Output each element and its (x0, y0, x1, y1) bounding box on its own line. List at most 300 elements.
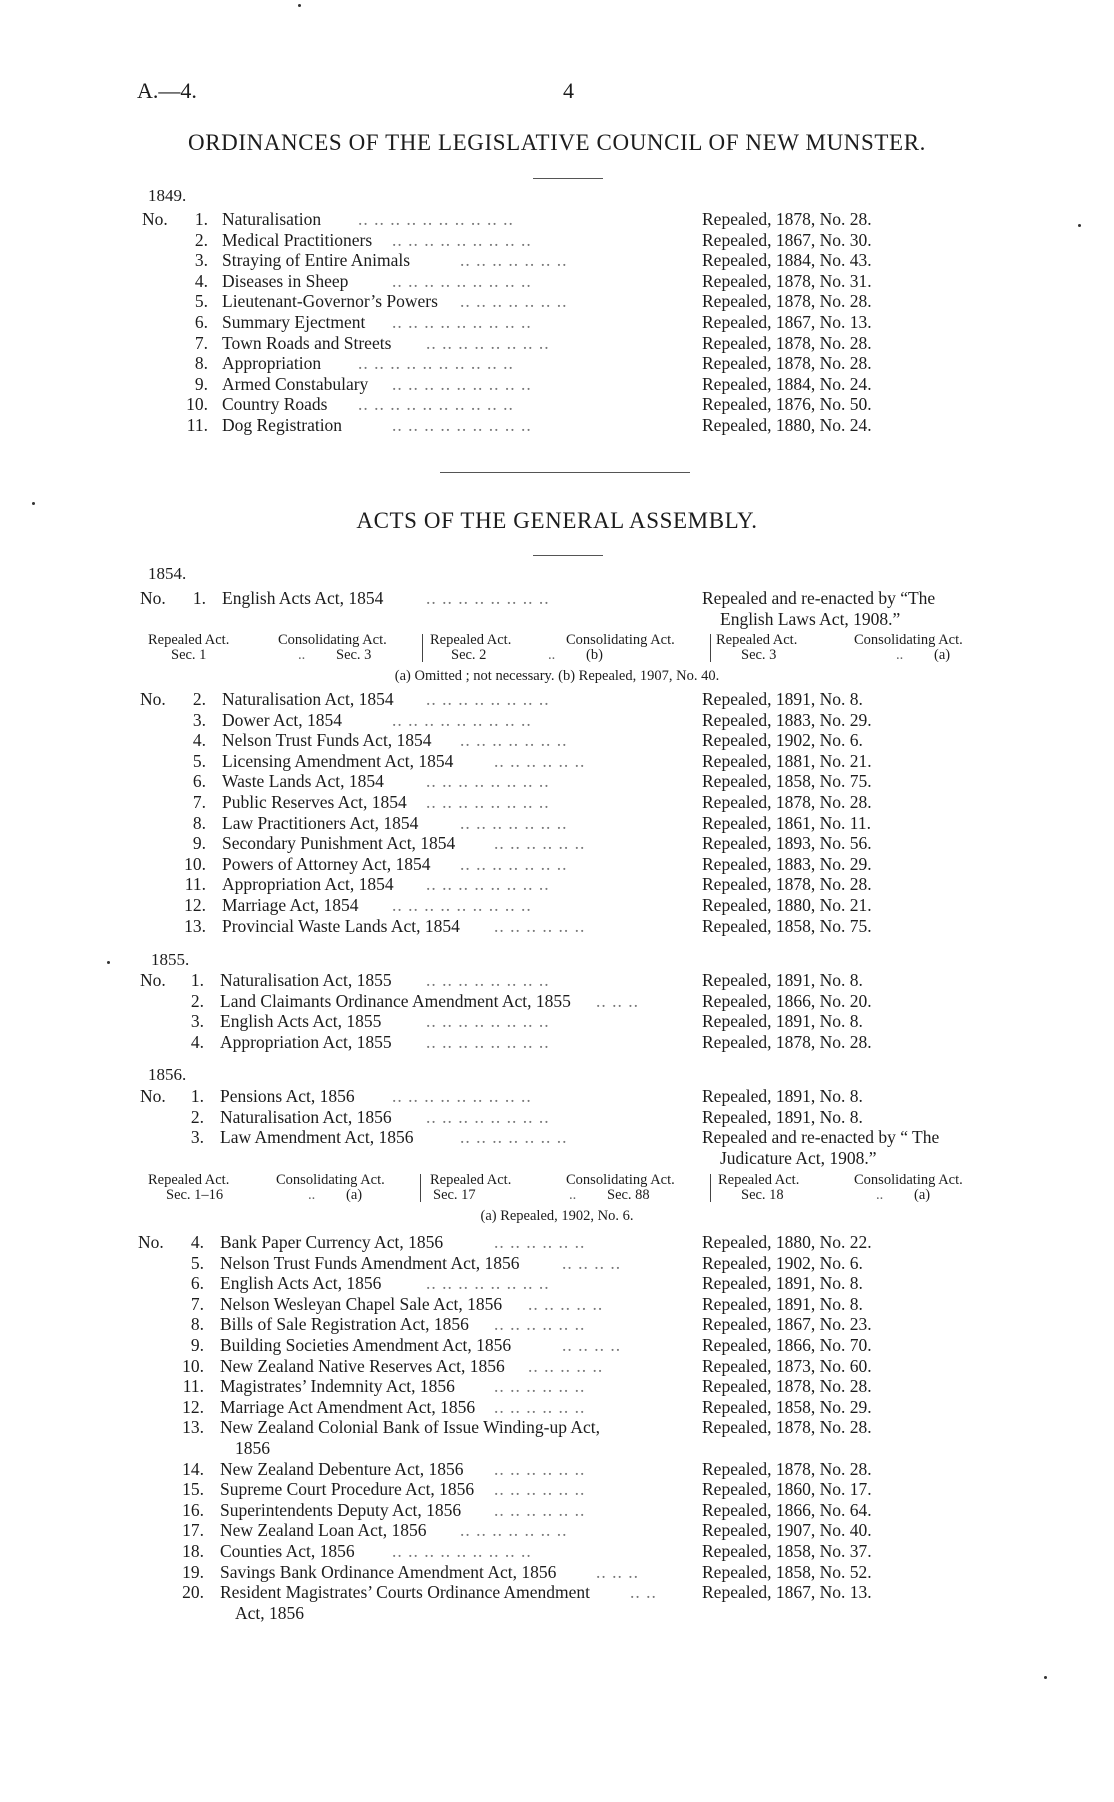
row-number: 13. (182, 1417, 204, 1438)
leader-dots: .. .. .. .. .. .. .. .. (426, 689, 550, 709)
leader-dots: .. .. .. .. .. .. .. (460, 1127, 568, 1148)
consolidation-header: Repealed Act. (718, 1172, 800, 1188)
year-1849: 1849. (148, 186, 187, 205)
repeal-status: Repealed, 1878, No. 28. (702, 291, 872, 312)
act-name: Appropriation Act, 1854 (222, 874, 394, 895)
footnote-1856: (a) Repealed, 1902, No. 6. (480, 1208, 634, 1224)
row-prefix: No. (140, 1086, 166, 1106)
row-number: 3. (192, 709, 206, 730)
leader-dots: .. .. .. .. .. .. (494, 915, 586, 936)
table-row (0, 1459, 1114, 1480)
row-number: 8. (194, 353, 208, 374)
consolidation-value: Sec. 1 (171, 647, 207, 663)
consolidation-header: Repealed Act. (430, 1172, 512, 1188)
table-row (0, 209, 1114, 230)
consolidation-header: Consolidating Act. (854, 632, 963, 648)
repeal-status: Repealed, 1861, No. 11. (702, 812, 871, 833)
repeal-status: Repealed, 1867, No. 30. (702, 229, 872, 250)
leader-dots: .. (548, 647, 556, 663)
page-number: 4 (563, 78, 574, 103)
act-name: Supreme Court Procedure Act, 1856 (220, 1479, 475, 1500)
row-prefix: No. (140, 970, 166, 990)
leader-dots: .. .. .. .. .. .. (494, 1499, 586, 1520)
row-number: 3. (190, 1011, 204, 1032)
table-row (0, 394, 1114, 415)
consolidation-header: Consolidating Act. (854, 1172, 963, 1188)
leader-dots: .. .. .. .. .. .. .. .. .. .. (358, 209, 514, 229)
row-number: 11. (182, 1376, 204, 1397)
leader-dots: .. (896, 647, 904, 663)
leader-dots: .. .. .. .. .. .. .. .. .. (392, 229, 532, 250)
row-number: 6. (190, 1273, 204, 1294)
act-name: Appropriation Act, 1855 (220, 1031, 392, 1052)
repeal-status: Repealed, 1878, No. 28. (702, 1376, 872, 1397)
repeal-status: Repealed, 1878, No. 28. (702, 332, 872, 353)
leader-dots: .. .. .. .. .. .. .. (460, 1520, 568, 1541)
consolidation-value: Sec. 3 (336, 647, 372, 663)
act-name: Marriage Act, 1854 (222, 895, 359, 915)
table-row (0, 333, 1114, 354)
consolidation-value: (a) (914, 1187, 931, 1203)
row-number: 1. (194, 209, 208, 229)
leader-dots: .. .. .. .. .. .. .. (460, 853, 568, 874)
leader-dots: .. .. .. .. .. .. .. .. (426, 792, 550, 812)
repeal-status: Repealed, 1907, No. 40. (702, 1520, 872, 1541)
act-name: Dog Registration (222, 415, 343, 435)
repeal-status: Repealed, 1902, No. 6. (702, 1252, 863, 1273)
repeal-status: Repealed, 1878, No. 31. (702, 270, 872, 291)
table-row (0, 588, 1114, 609)
repeal-status: Repealed, 1880, No. 21. (702, 895, 872, 915)
act-name: Provincial Waste Lands Act, 1854 (222, 915, 460, 936)
row-number: 2. (194, 229, 208, 250)
row-number: 5. (192, 750, 206, 771)
consolidation-header: Repealed Act. (148, 632, 230, 648)
section-title-ordinances: ORDINANCES OF THE LEGISLATIVE COUNCIL OF NEW MUNSTER. (188, 130, 926, 155)
table-row (0, 1500, 1114, 1521)
table-row (0, 751, 1114, 772)
table-row (0, 1520, 1114, 1541)
consolidation-value: Sec. 1–16 (166, 1187, 224, 1203)
row-number: 15. (182, 1479, 204, 1500)
table-row (0, 1397, 1114, 1418)
leader-dots: .. .. .. .. .. .. .. .. (426, 1011, 550, 1032)
leader-dots: .. (298, 647, 306, 663)
repeal-status: Repealed, 1878, No. 28. (702, 353, 872, 374)
repeal-status: Repealed, 1858, No. 75. (702, 915, 872, 936)
leader-dots: .. .. .. .. .. .. .. .. (426, 332, 550, 353)
leader-dots: .. .. .. .. .. .. .. .. (426, 970, 550, 990)
table-row (0, 854, 1114, 875)
repeal-status: Repealed, 1858, No. 37. (702, 1541, 872, 1561)
repeal-status: Repealed, 1884, No. 43. (702, 250, 872, 271)
leader-dots: .. .. .. .. .. .. .. .. .. (392, 1541, 532, 1561)
leader-dots: .. .. .. .. .. .. (494, 1376, 586, 1397)
act-name: Law Practitioners Act, 1854 (222, 812, 419, 833)
table-row (0, 730, 1114, 751)
section-divider (440, 472, 690, 473)
row-number: 10. (182, 1355, 204, 1376)
consolidation-header: Repealed Act. (430, 632, 512, 648)
act-name: Naturalisation (222, 209, 322, 229)
row-number: 7. (190, 1293, 204, 1314)
print-speck (1078, 224, 1081, 227)
row-number: 1. (190, 1086, 204, 1106)
leader-dots: .. .. .. .. (562, 1335, 622, 1355)
consolidation-header: Consolidating Act. (276, 1172, 385, 1188)
leader-dots: .. .. .. .. .. .. (494, 833, 586, 854)
repeal-status: Repealed, 1891, No. 8. (702, 970, 863, 990)
table-row (0, 312, 1114, 333)
row-number: 10. (184, 853, 206, 874)
table-row (0, 1086, 1114, 1107)
row-number: 3. (194, 250, 208, 271)
leader-dots: .. .. .. .. .. .. (494, 1396, 586, 1417)
row-number: 18. (182, 1541, 204, 1561)
leader-dots: .. .. .. .. .. .. .. .. .. .. (358, 394, 514, 415)
table-row (0, 1562, 1114, 1583)
column-separator (420, 1174, 421, 1202)
row-number: 2. (190, 990, 204, 1011)
repeal-status: Repealed, 1866, No. 20. (702, 990, 872, 1011)
repeal-status: Repealed, 1866, No. 70. (702, 1335, 872, 1355)
act-name: Superintendents Deputy Act, 1856 (220, 1499, 462, 1520)
leader-dots: .. .. .. .. .. .. .. .. (426, 1273, 550, 1294)
print-speck (32, 502, 35, 505)
row-number: 6. (194, 312, 208, 332)
repeal-status: Repealed, 1878, No. 28. (702, 1031, 872, 1052)
consolidation-header: Repealed Act. (148, 1172, 230, 1188)
act-name: Nelson Trust Funds Amendment Act, 1856 (220, 1252, 520, 1273)
table-row (0, 813, 1114, 834)
leader-dots: .. .. .. .. .. .. .. .. .. (392, 373, 532, 394)
act-name-continuation: Act, 1856 (235, 1602, 305, 1623)
consolidation-header: Consolidating Act. (566, 632, 675, 648)
table-row (0, 353, 1114, 374)
consolidation-header: Consolidating Act. (278, 632, 387, 648)
leader-dots: .. .. .. .. (562, 1252, 622, 1273)
leader-dots: .. .. .. .. .. .. .. .. (426, 1031, 550, 1052)
leader-dots: .. .. .. .. .. (528, 1293, 604, 1314)
act-name: Town Roads and Streets (222, 332, 392, 353)
repeal-status: Repealed, 1891, No. 8. (702, 1011, 863, 1032)
leader-dots: .. .. .. .. .. .. (494, 750, 586, 771)
table-row (0, 291, 1114, 312)
repeal-status: Repealed, 1858, No. 75. (702, 771, 872, 792)
table-row (0, 833, 1114, 854)
row-prefix: No. (140, 588, 166, 608)
repeal-status: Repealed, 1891, No. 8. (702, 689, 863, 709)
act-name: Naturalisation Act, 1855 (220, 970, 392, 990)
leader-dots: .. .. .. .. .. .. .. .. .. (392, 415, 532, 435)
act-name: Land Claimants Ordinance Amendment Act, 1855 (220, 990, 571, 1011)
leader-dots: .. (308, 1187, 316, 1203)
row-number: 1. (190, 970, 204, 990)
repeal-status: Repealed, 1878, No. 28. (702, 1458, 872, 1479)
row-number: 1. (192, 588, 206, 608)
repeal-status: Repealed, 1858, No. 29. (702, 1396, 872, 1417)
divider (533, 178, 603, 179)
table-row (0, 374, 1114, 395)
act-name: English Acts Act, 1855 (220, 1011, 382, 1032)
row-number: 14. (182, 1458, 204, 1479)
leader-dots: .. .. .. .. .. .. .. .. .. (392, 1086, 532, 1106)
act-name: Marriage Act Amendment Act, 1856 (220, 1396, 476, 1417)
act-name: Bills of Sale Registration Act, 1856 (220, 1314, 469, 1335)
row-number: 7. (194, 332, 208, 353)
table-row (0, 1376, 1114, 1397)
repeal-status-continuation: Judicature Act, 1908.” (720, 1147, 877, 1168)
leader-dots: .. .. .. .. .. .. .. .. (426, 1106, 550, 1127)
leader-dots: .. .. (630, 1582, 657, 1603)
row-prefix: No. (138, 1232, 164, 1252)
act-name: Building Societies Amendment Act, 1856 (220, 1335, 512, 1355)
leader-dots: .. (569, 1187, 577, 1203)
act-name: Straying of Entire Animals (222, 250, 411, 271)
divider (533, 555, 603, 556)
table-row (0, 1011, 1114, 1032)
year-1854: 1854. (148, 564, 187, 583)
act-name: Counties Act, 1856 (220, 1541, 355, 1561)
row-number: 13. (184, 915, 206, 936)
repeal-status: Repealed and re-enacted by “ The (702, 1127, 940, 1148)
row-number: 20. (182, 1582, 204, 1603)
table-row (0, 1294, 1114, 1315)
row-prefix: No. (142, 209, 168, 229)
leader-dots: .. .. .. .. .. .. .. .. .. (392, 709, 532, 730)
table-row (0, 874, 1114, 895)
row-number: 8. (190, 1314, 204, 1335)
row-number: 9. (192, 833, 206, 854)
row-number: 2. (190, 1106, 204, 1127)
leader-dots: .. .. .. .. .. .. .. .. .. .. (358, 353, 514, 374)
repeal-status: Repealed, 1860, No. 17. (702, 1479, 872, 1500)
leader-dots: .. .. .. .. .. .. .. .. .. (392, 895, 532, 915)
table-row (0, 710, 1114, 731)
row-number: 16. (182, 1499, 204, 1520)
act-name: English Acts Act, 1854 (222, 588, 384, 608)
repeal-status: Repealed, 1867, No. 13. (702, 312, 872, 332)
table-row (0, 1541, 1114, 1562)
consolidation-value: (b) (586, 647, 603, 663)
row-number: 9. (194, 373, 208, 394)
repeal-status-continuation: English Laws Act, 1908.” (720, 608, 901, 629)
repeal-status: Repealed, 1891, No. 8. (702, 1273, 863, 1294)
act-name: Law Amendment Act, 1856 (220, 1127, 414, 1148)
leader-dots: .. .. .. .. .. .. (494, 1314, 586, 1335)
act-name: Naturalisation Act, 1854 (222, 689, 394, 709)
table-row (0, 415, 1114, 436)
column-separator (422, 634, 423, 662)
act-name: Magistrates’ Indemnity Act, 1856 (220, 1376, 455, 1397)
act-name: Waste Lands Act, 1854 (222, 771, 384, 792)
row-number: 17. (182, 1520, 204, 1541)
table-row (0, 1032, 1114, 1053)
leader-dots: .. .. .. (596, 990, 639, 1011)
row-number: 12. (182, 1396, 204, 1417)
leader-dots: .. .. .. .. .. .. .. .. (426, 874, 550, 895)
repeal-status: Repealed, 1902, No. 6. (702, 730, 863, 751)
year-1855: 1855. (151, 950, 190, 969)
consolidation-value: (a) (346, 1187, 363, 1203)
table-row (0, 1314, 1114, 1335)
row-number: 2. (192, 689, 206, 709)
act-name: Secondary Punishment Act, 1854 (222, 833, 456, 854)
table-row (0, 1232, 1114, 1253)
print-speck (1044, 1676, 1047, 1679)
row-number: 12. (184, 895, 206, 915)
row-number: 11. (186, 415, 208, 435)
row-number: 5. (190, 1252, 204, 1273)
table-row (0, 1417, 1114, 1438)
act-name: Summary Ejectment (222, 312, 366, 332)
consolidation-value: Sec. 18 (741, 1187, 784, 1203)
table-row (0, 771, 1114, 792)
leader-dots: .. .. .. .. .. .. .. (460, 730, 568, 751)
leader-dots: .. .. .. .. .. .. .. (460, 250, 568, 271)
row-number: 6. (192, 771, 206, 792)
table-row (0, 1479, 1114, 1500)
footnote-1854: (a) Omitted ; not necessary. (b) Repealed, 1907, No. 40. (394, 668, 720, 684)
column-separator (710, 1174, 711, 1202)
repeal-status: Repealed, 1891, No. 8. (702, 1086, 863, 1106)
act-name: Dower Act, 1854 (222, 709, 343, 730)
leader-dots: .. .. .. (596, 1561, 639, 1582)
repeal-status: Repealed and re-enacted by “The (702, 588, 936, 608)
act-name: Lieutenant-Governor’s Powers (222, 291, 438, 312)
leader-dots: .. .. .. .. .. .. .. .. (426, 771, 550, 792)
table-row (0, 250, 1114, 271)
leader-dots: .. .. .. .. .. .. .. .. .. (392, 270, 532, 291)
repeal-status: Repealed, 1881, No. 21. (702, 750, 872, 771)
repeal-status: Repealed, 1867, No. 13. (702, 1582, 872, 1603)
repeal-status: Repealed, 1878, No. 28. (702, 874, 872, 895)
table-row (0, 916, 1114, 937)
repeal-status: Repealed, 1883, No. 29. (702, 709, 872, 730)
repeal-status: Repealed, 1878, No. 28. (702, 792, 872, 812)
act-name: New Zealand Debenture Act, 1856 (220, 1458, 464, 1479)
table-row (0, 1253, 1114, 1274)
print-speck (298, 4, 301, 7)
row-number: 4. (190, 1031, 204, 1052)
act-name: Naturalisation Act, 1856 (220, 1106, 392, 1127)
act-name: Powers of Attorney Act, 1854 (222, 853, 431, 874)
consolidation-value: Sec. 88 (607, 1187, 650, 1203)
act-name: English Acts Act, 1856 (220, 1273, 382, 1294)
act-name: New Zealand Colonial Bank of Issue Winding-up Act, (220, 1417, 601, 1438)
row-prefix: No. (140, 689, 166, 709)
row-number: 4. (194, 270, 208, 291)
leader-dots: .. .. .. .. .. .. .. .. (426, 588, 550, 608)
repeal-status: Repealed, 1873, No. 60. (702, 1355, 872, 1376)
repeal-status: Repealed, 1880, No. 22. (702, 1232, 872, 1252)
repeal-status: Repealed, 1891, No. 8. (702, 1293, 863, 1314)
row-number: 4. (190, 1232, 204, 1252)
year-1856: 1856. (148, 1065, 187, 1084)
consolidation-value: (a) (934, 647, 951, 663)
consolidation-header: Consolidating Act. (566, 1172, 675, 1188)
repeal-status: Repealed, 1880, No. 24. (702, 415, 872, 435)
table-row (0, 1107, 1114, 1128)
leader-dots: .. .. .. .. .. .. (494, 1479, 586, 1500)
repeal-status: Repealed, 1878, No. 28. (702, 209, 872, 229)
repeal-status: Repealed, 1883, No. 29. (702, 853, 872, 874)
act-name: Country Roads (222, 394, 328, 415)
act-name: Public Reserves Act, 1854 (222, 792, 407, 812)
table-row (0, 1582, 1114, 1603)
print-speck (107, 961, 110, 964)
act-name: Resident Magistrates’ Courts Ordinance Amendment (220, 1582, 591, 1603)
act-name: Diseases in Sheep (222, 270, 349, 291)
act-name: Armed Constabulary (222, 373, 369, 394)
table-row (0, 991, 1114, 1012)
act-name: Savings Bank Ordinance Amendment Act, 1856 (220, 1561, 557, 1582)
act-name: Nelson Wesleyan Chapel Sale Act, 1856 (220, 1293, 503, 1314)
repeal-status: Repealed, 1893, No. 56. (702, 833, 872, 854)
section-title-acts: ACTS OF THE GENERAL ASSEMBLY. (356, 508, 758, 533)
repeal-status: Repealed, 1858, No. 52. (702, 1561, 872, 1582)
row-number: 10. (186, 394, 208, 415)
row-number: 5. (194, 291, 208, 312)
row-number: 7. (192, 792, 206, 812)
repeal-status: Repealed, 1891, No. 8. (702, 1106, 863, 1127)
act-name: New Zealand Native Reserves Act, 1856 (220, 1355, 505, 1376)
consolidation-header: Repealed Act. (716, 632, 798, 648)
leader-dots: .. .. .. .. .. .. (494, 1232, 586, 1252)
table-row (0, 792, 1114, 813)
table-row (0, 689, 1114, 710)
repeal-status: Repealed, 1867, No. 23. (702, 1314, 872, 1335)
consolidation-value: Sec. 3 (741, 647, 777, 663)
repeal-status: Repealed, 1866, No. 64. (702, 1499, 872, 1520)
leader-dots: .. .. .. .. .. (528, 1355, 604, 1376)
act-name: Pensions Act, 1856 (220, 1086, 355, 1106)
table-row (0, 895, 1114, 916)
act-name: Medical Practitioners (222, 229, 373, 250)
row-number: 11. (184, 874, 206, 895)
repeal-status: Repealed, 1878, No. 28. (702, 1417, 872, 1438)
leader-dots: .. .. .. .. .. .. .. (460, 291, 568, 312)
row-number: 9. (190, 1335, 204, 1355)
row-number: 19. (182, 1561, 204, 1582)
row-number: 8. (192, 812, 206, 833)
leader-dots: .. .. .. .. .. .. .. (460, 812, 568, 833)
repeal-status: Repealed, 1876, No. 50. (702, 394, 872, 415)
act-name: Bank Paper Currency Act, 1856 (220, 1232, 444, 1252)
leader-dots: .. .. .. .. .. .. .. .. .. (392, 312, 532, 332)
act-name: Nelson Trust Funds Act, 1854 (222, 730, 432, 751)
consolidation-value: Sec. 17 (433, 1187, 476, 1203)
leader-dots: .. .. .. .. .. .. (494, 1458, 586, 1479)
table-row (0, 970, 1114, 991)
table-row (0, 1127, 1114, 1148)
act-name: Licensing Amendment Act, 1854 (222, 750, 454, 771)
table-row (0, 1273, 1114, 1294)
act-name-continuation: 1856 (235, 1438, 270, 1458)
act-name: Appropriation (222, 353, 322, 374)
leader-dots: .. (876, 1187, 884, 1203)
table-row (0, 271, 1114, 292)
repeal-status: Repealed, 1884, No. 24. (702, 373, 872, 394)
table-row (0, 230, 1114, 251)
consolidation-value: Sec. 2 (451, 647, 487, 663)
row-number: 4. (192, 730, 206, 751)
table-row (0, 1335, 1114, 1356)
act-name: New Zealand Loan Act, 1856 (220, 1520, 427, 1541)
column-separator (710, 634, 711, 662)
page-header-code: A.—4. (137, 78, 197, 103)
table-row (0, 1356, 1114, 1377)
